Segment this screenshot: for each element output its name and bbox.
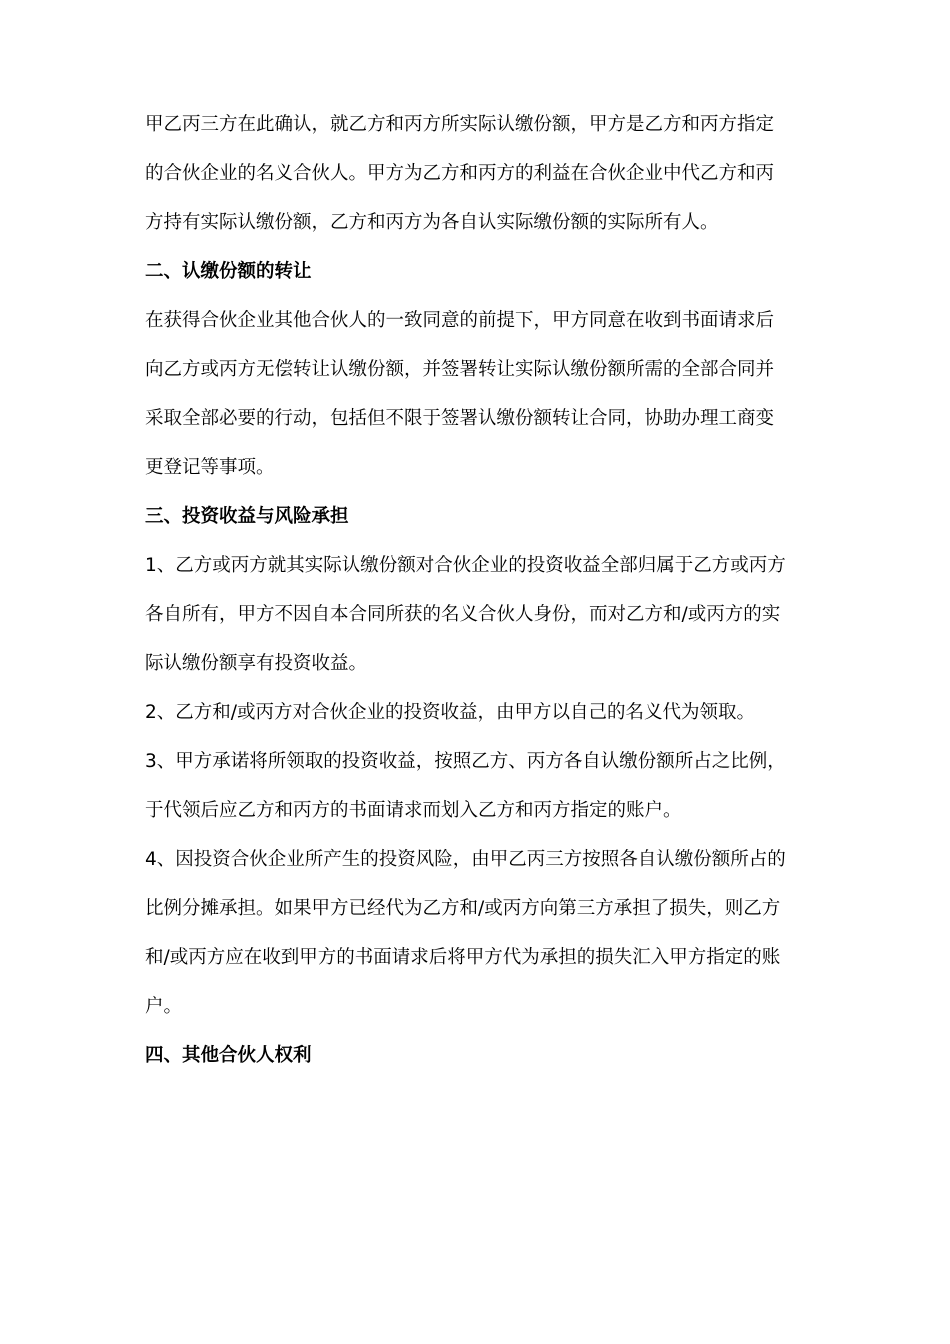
text-line: 于代领后应乙方和丙方的书面请求而划入乙方和丙方指定的账户。 bbox=[145, 800, 682, 821]
clause-item-3 bbox=[145, 737, 810, 835]
clause-item-1 bbox=[145, 541, 810, 688]
text-line: 在获得合伙企业其他合伙人的一致同意的前提下，甲方同意在收到书面请求后 bbox=[145, 310, 775, 331]
text-line: 3、甲方承诺将所领取的投资收益，按照乙方、丙方各自认缴份额所占之比例， bbox=[145, 751, 786, 772]
text-line: 户。 bbox=[145, 996, 183, 1017]
section-heading-returns-risk: 三、投资收益与风险承担 bbox=[145, 506, 349, 527]
text-line: 和/或丙方应在收到甲方的书面请求后将甲方代为承担的损失汇入甲方指定的账 bbox=[145, 947, 781, 968]
text-line: 采取全部必要的行动，包括但不限于签署认缴份额转让合同，协助办理工商变 bbox=[145, 408, 775, 429]
text-line: 4、因投资合伙企业所产生的投资风险，由甲乙丙三方按照各自认缴份额所占的 bbox=[145, 849, 786, 870]
text-line: 际认缴份额享有投资收益。 bbox=[145, 653, 368, 674]
text-line: 向乙方或丙方无偿转让认缴份额，并签署转让实际认缴份额所需的全部合同并 bbox=[145, 359, 775, 380]
text-line: 比例分摊承担。如果甲方已经代为乙方和/或丙方向第三方承担了损失，则乙方 bbox=[145, 898, 781, 919]
paragraph-transfer bbox=[145, 296, 810, 492]
text-line: 方持有实际认缴份额，乙方和丙方为各自认实际缴份额的实际所有人。 bbox=[145, 212, 719, 233]
clause-item-2 bbox=[145, 688, 810, 737]
text-line: 甲乙丙三方在此确认，就乙方和丙方所实际认缴份额，甲方是乙方和丙方指定 bbox=[145, 114, 775, 135]
document-body bbox=[145, 100, 810, 1080]
text-line: 更登记等事项。 bbox=[145, 457, 275, 478]
text-line: 1、乙方或丙方就其实际认缴份额对合伙企业的投资收益全部归属于乙方或丙方 bbox=[145, 555, 786, 576]
text-line: 2、乙方和/或丙方对合伙企业的投资收益，由甲方以自己的名义代为领取。 bbox=[145, 702, 756, 723]
paragraph-confirmation bbox=[145, 100, 810, 247]
text-line: 的合伙企业的名义合伙人。甲方为乙方和丙方的利益在合伙企业中代乙方和丙 bbox=[145, 163, 775, 184]
section-heading-transfer: 二、认缴份额的转让 bbox=[145, 261, 312, 282]
text-line: 各自所有，甲方不因自本合同所获的名义合伙人身份，而对乙方和/或丙方的实 bbox=[145, 604, 781, 625]
clause-item-4 bbox=[145, 835, 810, 1031]
section-heading-other-partners: 四、其他合伙人权利 bbox=[145, 1045, 312, 1066]
